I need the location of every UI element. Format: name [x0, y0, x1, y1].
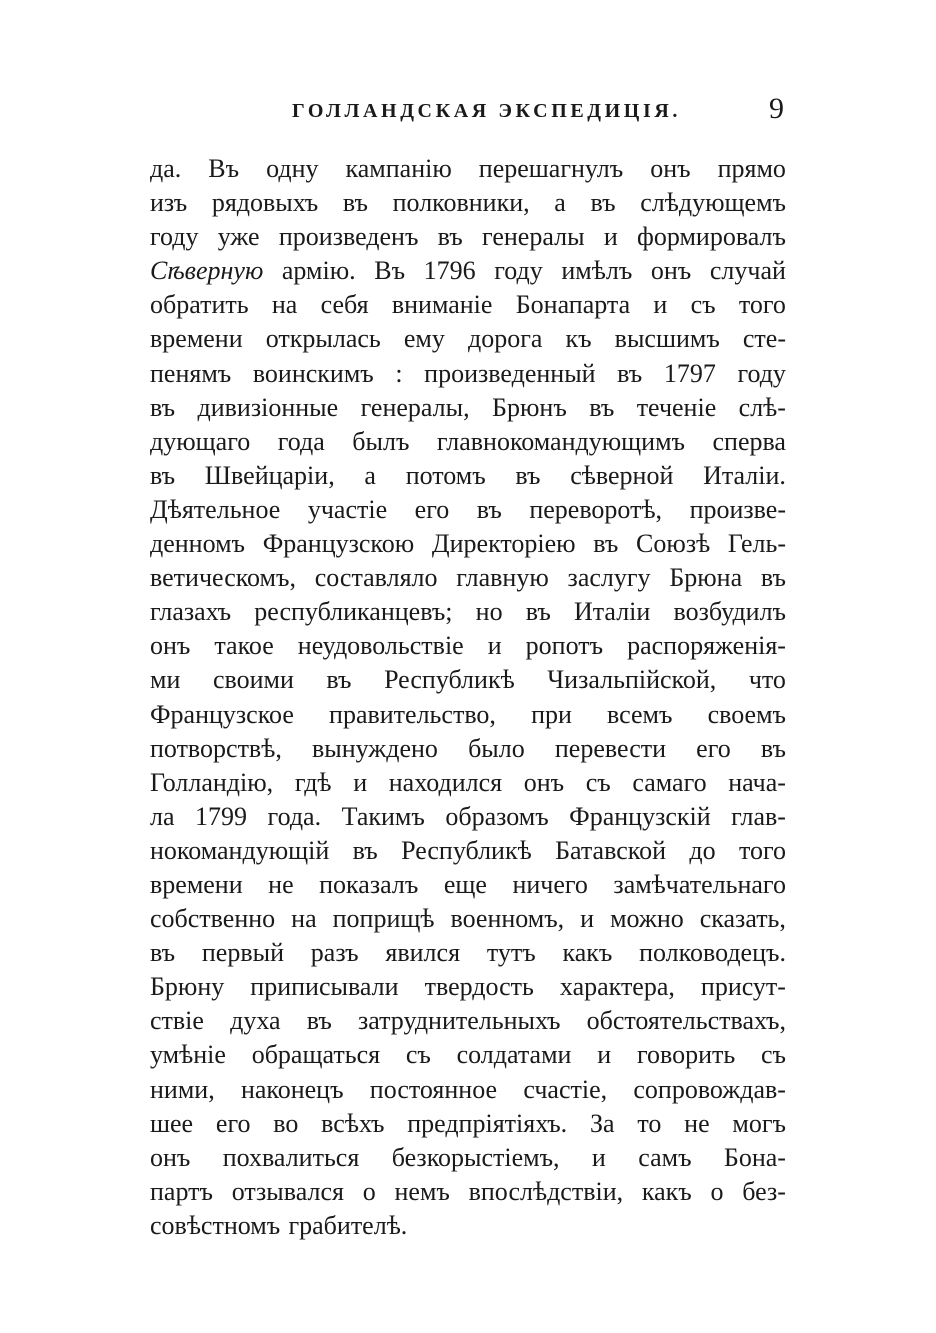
word: Французскою: [262, 529, 415, 559]
word: ничего: [512, 869, 588, 899]
text-line: [150, 391, 786, 425]
running-head: [150, 92, 786, 132]
word: въ: [760, 733, 786, 763]
word: былъ: [352, 426, 410, 456]
text-line: [150, 766, 786, 800]
word: Батавской: [555, 835, 666, 865]
word: и: [591, 1142, 606, 1172]
word: воинскимъ: [252, 358, 374, 388]
word: 1799: [195, 801, 248, 831]
word: и: [597, 1040, 612, 1070]
word: одну: [266, 154, 319, 183]
word: произведенный: [424, 358, 596, 388]
text-line: [150, 493, 786, 527]
word: изъ: [150, 188, 188, 218]
word: тутъ: [486, 938, 536, 968]
text-line: [150, 322, 786, 356]
word: произве-: [689, 494, 786, 524]
text-line: [150, 459, 786, 493]
word: партъ: [150, 1176, 213, 1206]
word: Гель-: [727, 529, 786, 559]
word: могъ: [732, 1108, 786, 1138]
word: Брюну: [150, 972, 225, 1002]
word: дорога: [467, 324, 543, 354]
word: совѣстномъ: [150, 1210, 281, 1240]
word: безкорыстіемъ,: [391, 1142, 560, 1172]
word: ми: [150, 665, 181, 695]
word: до: [689, 835, 716, 865]
text-line: [150, 1004, 786, 1038]
word: рядовыхъ: [211, 188, 319, 218]
word: себя: [320, 290, 369, 320]
word: на: [291, 904, 317, 934]
text-line: [150, 834, 786, 868]
word: году: [494, 256, 543, 286]
word: сте-: [742, 324, 786, 354]
word: онъ: [150, 631, 191, 661]
word: но: [475, 597, 503, 627]
word: ла: [150, 801, 175, 831]
word: года: [277, 426, 325, 456]
word: характера,: [559, 972, 675, 1002]
word: произведенъ: [278, 222, 419, 252]
word: и: [353, 767, 368, 797]
word: самъ: [638, 1142, 692, 1172]
word: перевести: [554, 733, 667, 763]
body-text: [150, 152, 786, 1243]
word: онъ: [650, 154, 691, 183]
word: Директоріею: [431, 529, 576, 559]
word: того: [738, 290, 786, 320]
word: Республикѣ: [384, 665, 515, 695]
word: открылась: [265, 324, 381, 354]
word: распоряженія-: [627, 631, 786, 661]
text-line: [150, 527, 786, 561]
text-line: [150, 288, 786, 322]
word: полковники,: [392, 188, 530, 218]
word: времени: [150, 324, 243, 354]
word: своемъ: [707, 699, 786, 729]
text-line: [150, 254, 786, 288]
word: участіе: [307, 494, 388, 524]
text-line: [150, 663, 786, 697]
word: сопровождав-: [633, 1074, 786, 1104]
word: главнокомандующимъ: [436, 426, 685, 456]
word: денномъ: [150, 529, 245, 559]
word: всемъ: [607, 699, 673, 729]
word: говорить: [636, 1040, 736, 1070]
word: во: [273, 1108, 299, 1138]
word: счастіе,: [523, 1074, 608, 1104]
word: въ: [515, 460, 541, 490]
text-line: [150, 1209, 786, 1243]
word: его: [696, 733, 731, 763]
word: къ: [565, 324, 592, 354]
word: ему: [403, 324, 445, 354]
word: ропотъ: [525, 631, 604, 661]
word: главную: [456, 563, 549, 593]
text-line: [150, 732, 786, 766]
word: похвалиться: [222, 1142, 360, 1172]
text-line: [150, 1175, 786, 1209]
word: генералы: [482, 222, 585, 252]
word: кампанію: [345, 154, 452, 183]
word: какъ: [641, 1176, 692, 1206]
word: Дѣятельное: [150, 494, 281, 524]
word: въ: [589, 392, 615, 422]
word: уже: [217, 222, 260, 252]
word: и: [580, 904, 595, 934]
word: явился: [385, 938, 461, 968]
word: въ: [760, 563, 786, 593]
word: нокомандующій: [150, 835, 330, 865]
word: въ: [476, 494, 502, 524]
word: первый: [201, 938, 284, 968]
word: затруднительныхъ: [357, 1006, 561, 1036]
word: на: [271, 290, 298, 320]
word: своими: [212, 665, 294, 695]
word: армію.: [281, 256, 356, 286]
word: отзывался: [231, 1176, 344, 1206]
word: сѣверной: [570, 460, 674, 490]
word: въ: [617, 358, 643, 388]
word: Чизальпійской,: [547, 665, 717, 695]
word: Въ: [208, 154, 240, 183]
word: было: [468, 733, 525, 763]
word: можно: [610, 904, 684, 934]
text-line: [150, 357, 786, 391]
word: Въ: [374, 256, 406, 286]
word: находился: [388, 767, 503, 797]
word: Такимъ: [341, 801, 425, 831]
word: умѣніе: [150, 1040, 226, 1070]
word: не: [684, 1108, 710, 1138]
word: Бонапарта: [515, 290, 631, 320]
word: Голландію,: [150, 767, 274, 797]
word: без-: [742, 1176, 786, 1206]
word: о: [362, 1176, 376, 1206]
word: Республикѣ: [401, 835, 532, 865]
word: всѣхъ: [321, 1108, 385, 1138]
text-line: [150, 936, 786, 970]
text-line: [150, 970, 786, 1004]
text-line: [150, 220, 786, 254]
word: Брюнъ: [492, 392, 567, 422]
word: обращаться: [251, 1040, 381, 1070]
word: ними,: [150, 1074, 215, 1104]
word: приписывали: [250, 972, 399, 1002]
word: сказать,: [699, 904, 786, 934]
word: и: [603, 222, 618, 252]
word: вынуждено: [311, 733, 438, 763]
word: наконецъ: [240, 1074, 344, 1104]
word: году: [150, 222, 199, 252]
word: составляло: [314, 563, 438, 593]
word: слѣ-: [738, 392, 786, 422]
word: замѣчательнаго: [613, 869, 786, 899]
word: съ: [405, 1040, 431, 1070]
word: Швейцаріи,: [204, 460, 335, 490]
word: высшимъ: [614, 324, 720, 354]
word: самаго: [632, 767, 707, 797]
word: его: [215, 1108, 251, 1138]
word: возбудилъ: [673, 597, 786, 627]
word: гдѣ: [294, 767, 332, 797]
word: года.: [267, 801, 322, 831]
word: слѣдующемъ: [640, 188, 786, 218]
word: въ: [342, 188, 368, 218]
word: пенямъ: [150, 358, 232, 388]
word: ствіе: [150, 1006, 204, 1036]
word: немъ: [394, 1176, 450, 1206]
word: какъ: [562, 938, 613, 968]
text-line: [150, 800, 786, 834]
word: въ: [326, 665, 352, 695]
word: поприщѣ: [332, 904, 435, 934]
word: то: [637, 1108, 662, 1138]
word: въ: [593, 529, 619, 559]
word: да.: [150, 154, 182, 183]
word: заслугу: [567, 563, 651, 593]
word: 1796: [423, 256, 476, 286]
word: разъ: [310, 938, 359, 968]
word: съ: [690, 290, 716, 320]
word: потворствѣ,: [150, 733, 282, 763]
word: теченіе: [636, 392, 717, 422]
word: въ: [306, 1006, 332, 1036]
word: За: [589, 1108, 615, 1138]
word: онъ: [650, 256, 692, 286]
text-line: [150, 595, 786, 629]
word: шее: [150, 1108, 194, 1138]
word: его: [414, 494, 450, 524]
word: Италіи: [573, 597, 651, 627]
word: въ: [352, 835, 378, 865]
word: дивизіонные: [197, 392, 339, 422]
word: переворотѣ,: [529, 494, 663, 524]
word: Брюна: [669, 563, 743, 593]
word: еще: [443, 869, 487, 899]
word: году: [737, 358, 786, 388]
word: въ: [437, 222, 463, 252]
word: Италіи.: [703, 460, 786, 490]
text-line: [150, 1107, 786, 1141]
word: Французскій: [569, 801, 711, 831]
text-line: [150, 186, 786, 220]
text-line: [150, 425, 786, 459]
text-line: [150, 1141, 786, 1175]
word: а: [554, 188, 566, 218]
word: :: [395, 358, 403, 388]
word: при: [531, 699, 572, 729]
word: духа: [230, 1006, 281, 1036]
italic-word: Сѣверную: [150, 256, 264, 286]
text-line: [150, 152, 786, 186]
word: показалъ: [319, 869, 419, 899]
word: а: [364, 460, 376, 490]
word: предпріятіяхъ.: [407, 1108, 568, 1138]
word: имѣлъ: [561, 256, 633, 286]
word: Союзѣ: [636, 529, 711, 559]
word: не: [268, 869, 294, 899]
text-line: [150, 629, 786, 663]
word: впослѣдствіи,: [468, 1176, 624, 1206]
text-line: [150, 698, 786, 732]
word: случай: [709, 256, 786, 286]
word: и: [653, 290, 668, 320]
word: и: [487, 631, 502, 661]
text-line: [150, 902, 786, 936]
word: неудовольствіе: [297, 631, 464, 661]
text-line: [150, 1073, 786, 1107]
word: Бона-: [723, 1142, 786, 1172]
word: что: [748, 665, 786, 695]
word: съ: [585, 767, 611, 797]
word: вниманіе: [391, 290, 493, 320]
word: солдатами: [456, 1040, 572, 1070]
word: того: [738, 835, 786, 865]
word: твердость: [424, 972, 534, 1002]
text-line: [150, 868, 786, 902]
word: въ: [150, 938, 176, 968]
word: ветическомъ,: [150, 563, 296, 593]
word: военномъ,: [450, 904, 565, 934]
word: съ: [760, 1040, 786, 1070]
word: сперва: [712, 426, 786, 456]
word: глав-: [731, 801, 786, 831]
word: республиканцевъ;: [254, 597, 453, 627]
word: глазахъ: [150, 597, 232, 627]
text-line: [150, 1038, 786, 1072]
word: въ: [590, 188, 616, 218]
word: правительство,: [329, 699, 496, 729]
word: такое: [214, 631, 274, 661]
chapter-title: ГОЛЛАНДСКАЯ ЭКСПЕДИЦІЯ.: [292, 100, 681, 122]
word: времени: [150, 869, 243, 899]
word: полководецъ.: [639, 938, 786, 968]
page-number: 9: [769, 92, 784, 125]
word: дующаго: [150, 426, 251, 456]
word: Французское: [150, 699, 294, 729]
word: онъ: [523, 767, 565, 797]
word: нача-: [728, 767, 786, 797]
word: обратить: [150, 290, 249, 320]
word: онъ: [150, 1142, 191, 1172]
word: грабителѣ.: [288, 1210, 408, 1240]
word: въ: [150, 392, 176, 422]
word: присут-: [700, 972, 786, 1002]
word: перешагнулъ: [478, 154, 624, 183]
word: въ: [525, 597, 551, 627]
text-line: [150, 561, 786, 595]
word: 1797: [663, 358, 716, 388]
word: прямо: [717, 154, 786, 183]
word: потомъ: [405, 460, 486, 490]
word: генералы,: [360, 392, 470, 422]
word: обстоятельствахъ,: [586, 1006, 786, 1036]
word: образомъ: [445, 801, 549, 831]
word: о: [710, 1176, 724, 1206]
word: собственно: [150, 904, 276, 934]
word: въ: [150, 460, 176, 490]
word: постоянное: [369, 1074, 498, 1104]
word: формировалъ: [637, 222, 786, 252]
